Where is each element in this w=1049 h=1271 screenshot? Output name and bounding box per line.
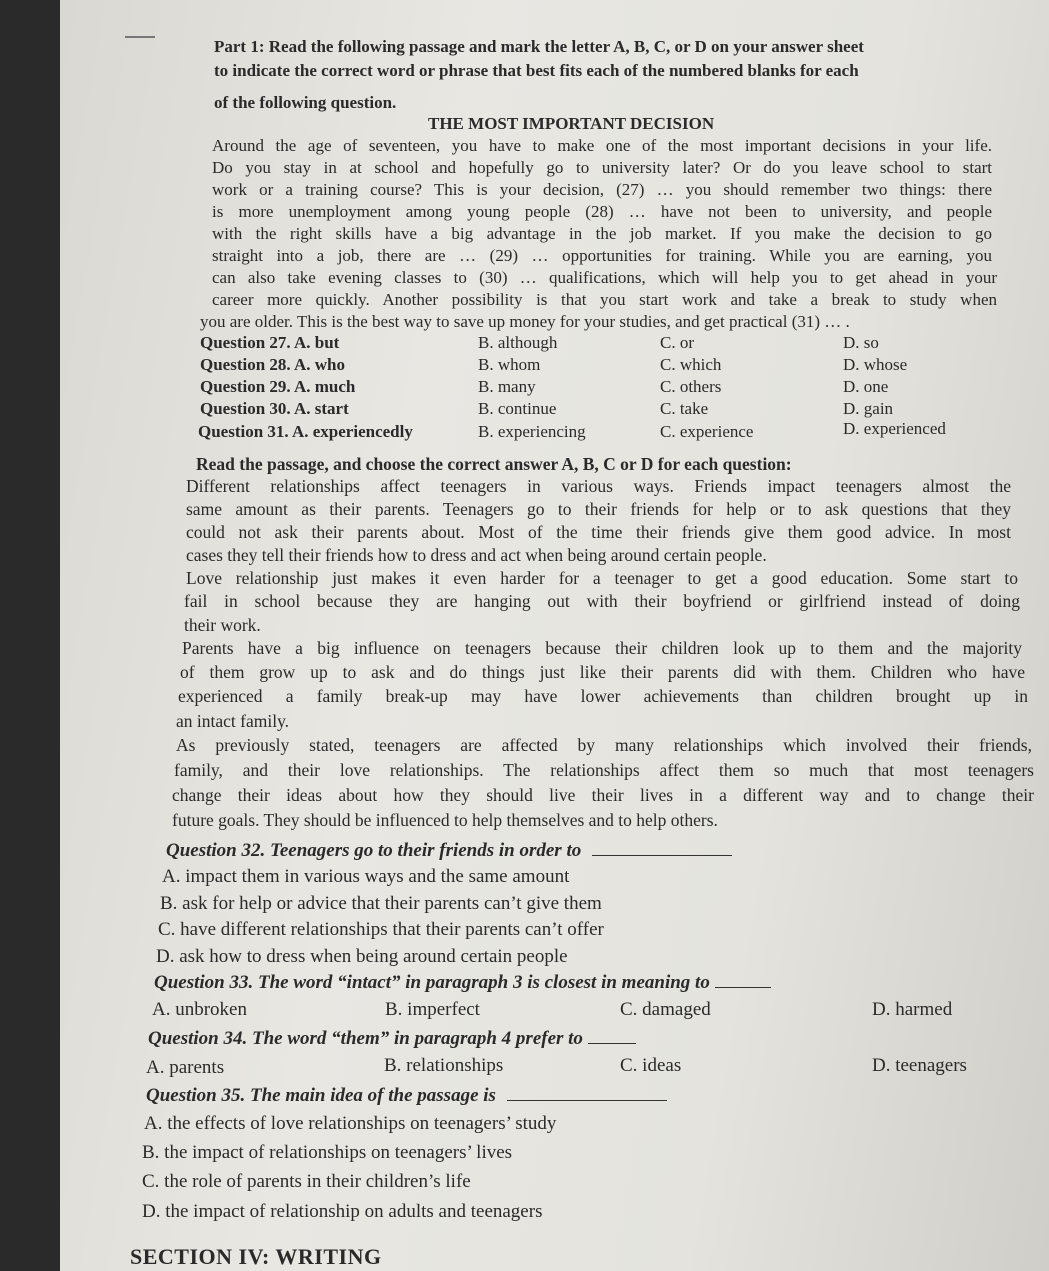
passage2-line: fail in school because they are hanging out with their boyfriend or girlfriend instead of doing [184, 591, 1020, 611]
passage2-line: change their ideas about how they should live their lives in a different way and to change their [172, 785, 1034, 805]
answer-blank [507, 1100, 667, 1101]
question-35-option-d: D. the impact of relationship on adults and teenagers [142, 1201, 543, 1222]
question-27-b: B. although [478, 333, 558, 352]
passage1-line: you are older. This is the best way to save up money for your studies, and get practical (31) … . [200, 312, 850, 331]
passage-title: THE MOST IMPORTANT DECISION [428, 114, 715, 133]
passage1-line: Around the age of seventeen, you have to make one of the most important decisions in your life. [212, 136, 992, 155]
passage2-line: family, and their love relationships. The relationships affect them so much that most teenagers [174, 760, 1034, 780]
question-31-c: C. experience [660, 422, 754, 441]
question-28-d: D. whose [843, 355, 908, 374]
passage1-line: career more quickly. Another possibility is that you start work and take a break to study when [212, 290, 997, 309]
part2-instruction: Read the passage, and choose the correct answer A, B, C or D for each question: [196, 454, 792, 474]
passage2-line: Love relationship just makes it even harder for a teenager to get a good education. Some start to [186, 568, 1018, 588]
question-29-a: Question 29. A. much [200, 377, 356, 396]
passage2-line: experienced a family break-up may have lower achievements than children brought up in [178, 686, 1028, 706]
passage2-line: same amount as their parents. Teenagers go to their friends for help or to ask questions that they [186, 499, 1011, 519]
passage2-line: could not ask their parents about. Most of the time their friends give them good advice. In most [186, 522, 1011, 542]
question-35-option-a: A. the effects of love relationships on teenagers’ study [144, 1113, 557, 1134]
question-32-option-d: D. ask how to dress when being around certain people [156, 946, 568, 967]
passage1-line: with the right skills have a big advantage in the job market. If you make the decision to go [212, 224, 992, 243]
question-33-option-b: B. imperfect [385, 999, 480, 1020]
passage2-line: of them grow up to ask and do things just like their parents did with them. Children who have [180, 662, 1025, 682]
question-34-stem: Question 34. The word “them” in paragraph 4 prefer to [148, 1028, 636, 1050]
question-31-b: B. experiencing [478, 422, 586, 441]
question-28-c: C. which [660, 355, 722, 374]
passage2-line: As previously stated, teenagers are affected by many relationships which involved their friends, [176, 735, 1032, 755]
part1-instruction-line-1: Part 1: Read the following passage and mark the letter A, B, C, or D on your answer sheet [214, 37, 864, 56]
question-35-stem: Question 35. The main idea of the passage is [146, 1085, 667, 1107]
question-27-c: C. or [660, 333, 694, 352]
section-heading: SECTION IV: WRITING [130, 1244, 382, 1269]
question-27-a: Question 27. A. but [200, 333, 340, 352]
question-33-option-a: A. unbroken [152, 999, 247, 1020]
passage1-line: straight into a job, there are … (29) … opportunities for training. While you are earning, you [212, 246, 992, 265]
question-32-option-c: C. have different relationships that their parents can’t offer [158, 919, 604, 940]
part1-instruction-line-2: to indicate the correct word or phrase that best fits each of the numbered blanks for each [214, 61, 859, 80]
question-35-option-c: C. the role of parents in their children’s life [142, 1171, 471, 1192]
question-34-option-c: C. ideas [620, 1055, 682, 1076]
passage1-line: Do you stay in at school and hopefully go to university later? Or do you leave school to start [212, 158, 992, 177]
passage1-line: is more unemployment among young people (28) … have not been to university, and people [212, 202, 992, 221]
passage2-line: their work. [184, 615, 261, 635]
question-31-a: Question 31. A. experiencedly [198, 422, 413, 441]
question-33-stem: Question 33. The word “intact” in paragraph 3 is closest in meaning to [154, 972, 771, 994]
passage1-line: work or a training course? This is your decision, (27) … you should remember two things: there [212, 180, 992, 199]
passage1-line: can also take evening classes to (30) … qualifications, which will help you to get ahead in your [212, 268, 997, 287]
question-33-option-c: C. damaged [620, 999, 711, 1020]
question-29-d: D. one [843, 377, 889, 396]
question-30-a: Question 30. A. start [200, 399, 349, 418]
question-32-option-b: B. ask for help or advice that their parents can’t give them [160, 893, 602, 914]
part1-instruction-line-3: of the following question. [214, 93, 397, 112]
question-28-a: Question 28. A. who [200, 355, 345, 374]
passage2-line: future goals. They should be influenced to help themselves and to help others. [172, 810, 718, 830]
question-32-stem: Question 32. Teenagers go to their friends in order to [166, 840, 732, 862]
question-30-d: D. gain [843, 399, 894, 418]
question-34-option-a: A. parents [146, 1057, 225, 1078]
question-35-option-b: B. the impact of relationships on teenagers’ lives [142, 1142, 513, 1163]
question-27-d: D. so [843, 333, 879, 352]
answer-blank [592, 855, 732, 856]
question-30-b: B. continue [478, 399, 557, 418]
question-29-c: C. others [660, 377, 722, 396]
question-33-option-d: D. harmed [872, 999, 953, 1020]
answer-blank [715, 987, 771, 988]
question-34-option-d: D. teenagers [872, 1055, 967, 1076]
answer-blank [588, 1043, 636, 1044]
question-31-d: D. experienced [843, 419, 946, 438]
question-30-c: C. take [660, 399, 709, 418]
passage2-line: Different relationships affect teenagers in various ways. Friends impact teenagers almost the [186, 476, 1011, 496]
passage2-line: Parents have a big influence on teenagers because their children look up to them and the majority [182, 638, 1022, 658]
question-29-b: B. many [478, 377, 536, 396]
passage2-line: cases they tell their friends how to dress and act when being around certain people. [186, 545, 767, 565]
question-28-b: B. whom [478, 355, 541, 374]
question-32-option-a: A. impact them in various ways and the same amount [162, 866, 570, 887]
question-34-option-b: B. relationships [384, 1055, 504, 1076]
passage2-line: an intact family. [176, 711, 290, 731]
pen-mark [125, 36, 155, 38]
